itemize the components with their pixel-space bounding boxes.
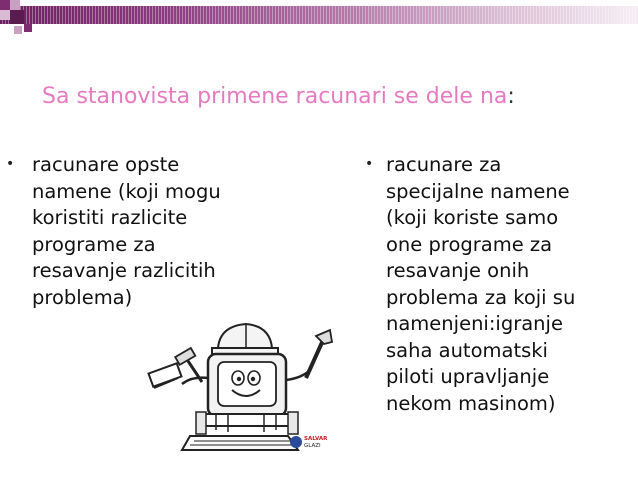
bullet-marker-left: • xyxy=(6,156,15,172)
right-line: saha automatski xyxy=(386,338,548,362)
corner-square xyxy=(10,0,20,10)
slide-title xyxy=(42,84,515,109)
corner-square xyxy=(10,10,24,24)
right-line: namenjeni:igranje xyxy=(386,312,563,335)
right-line: piloti upravljanje xyxy=(386,365,550,388)
right-line: one programe za xyxy=(386,232,553,256)
left-line: programe za xyxy=(32,232,156,256)
left-line: racunare opste xyxy=(32,153,180,176)
svg-text:GLAZI: GLAZI xyxy=(304,443,321,449)
right-line: nekom masinom) xyxy=(386,391,556,415)
corner-square xyxy=(24,24,32,32)
slide-title-text: Sa stanovista primene racunari se dele na xyxy=(42,84,508,109)
corner-square xyxy=(14,26,22,34)
left-line: problema) xyxy=(32,285,133,309)
corner-square xyxy=(0,10,10,20)
left-line: namene (koji mogu xyxy=(32,179,221,203)
corner-square xyxy=(0,0,10,10)
slide-title-colon: : xyxy=(507,84,515,109)
right-line: racunare za xyxy=(386,153,502,176)
right-bullet-text xyxy=(386,152,636,417)
bullet-marker-right: • xyxy=(365,156,374,172)
right-line: (koji koriste samo xyxy=(386,206,559,229)
left-line: resavanje razlicitih xyxy=(32,259,216,282)
right-line: problema za koji su xyxy=(386,285,576,309)
left-bullet-text xyxy=(32,152,302,311)
top-bar-stripes xyxy=(0,6,638,24)
left-line: koristiti razlicite xyxy=(32,206,188,229)
svg-text:SALVAR: SALVAR xyxy=(304,436,328,442)
right-line: specijalne namene xyxy=(386,179,570,203)
right-line: resavanje onih xyxy=(386,259,530,282)
computer-mascot-with-tools-icon xyxy=(146,318,342,458)
